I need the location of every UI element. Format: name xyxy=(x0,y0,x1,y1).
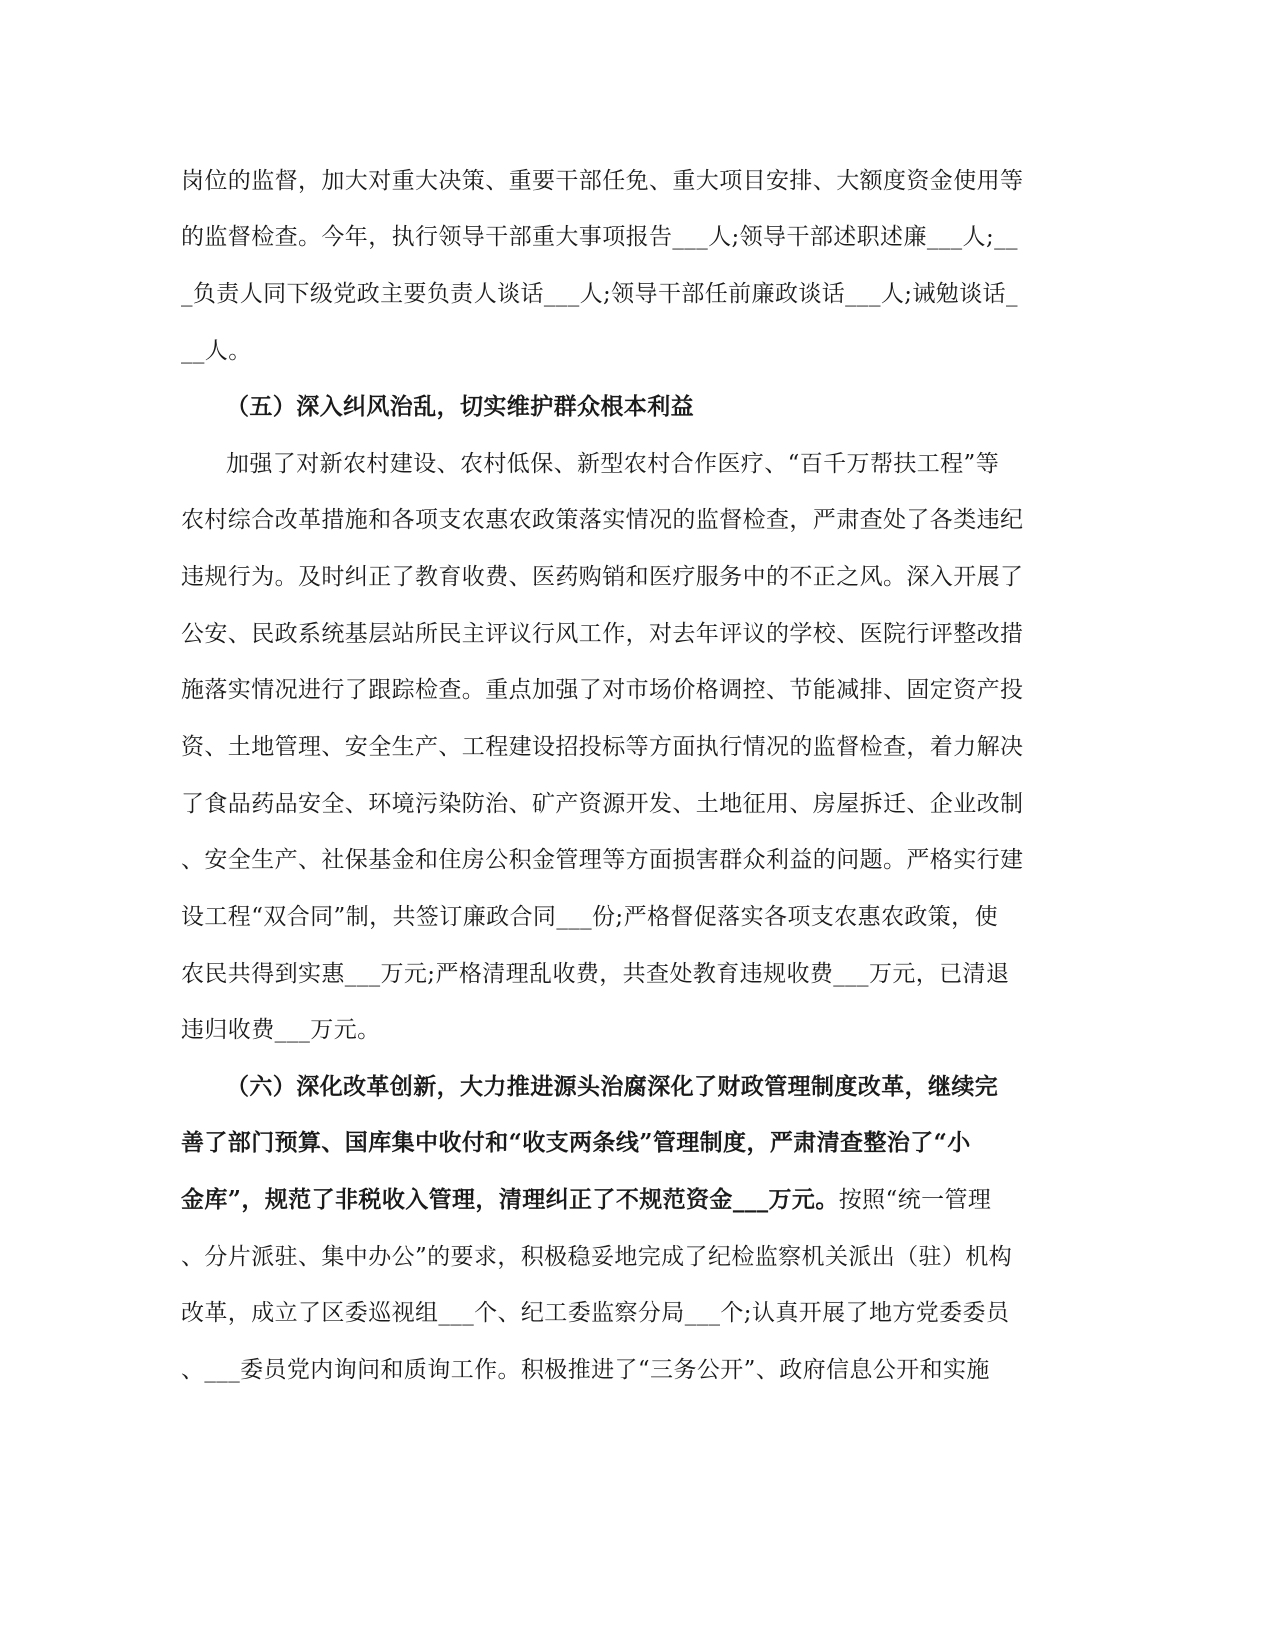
paragraph-line: 的监督检查。今年，执行领导干部重大事项报告___人;领导干部述职述廉___人;__ xyxy=(181,224,1018,250)
paragraph-line: 了食品药品安全、环境污染防治、矿产资源开发、土地征用、房屋拆迁、企业改制 xyxy=(181,791,1024,817)
paragraph-line: 违规行为。及时纠正了教育收费、医药购销和医疗服务中的不正之风。深入开展了 xyxy=(181,564,1024,590)
paragraph-line: _负责人同下级党政主要负责人谈话___人;领导干部任前廉政谈话___人;诫勉谈话_ xyxy=(181,281,1018,307)
paragraph-line: 、安全生产、社保基金和住房公积金管理等方面损害群众利益的问题。严格实行建 xyxy=(181,847,1024,873)
section-heading-six: （六）深化改革创新，大力推进源头治腐深化了财政管理制度改革，继续完 xyxy=(226,1073,999,1100)
normal-span: 按照“统一管理 xyxy=(838,1187,992,1213)
section-heading-five: （五）深入纠风治乱，切实维护群众根本利益 xyxy=(226,393,694,420)
paragraph-line: 改革，成立了区委巡视组___个、纪工委监察分局___个;认真开展了地方党委委员 xyxy=(181,1300,1010,1326)
bold-span: 金库”，规范了非税收入管理，清理纠正了不规范资金___万元。 xyxy=(181,1186,839,1213)
paragraph-line: __人。 xyxy=(181,338,252,364)
paragraph-line: 农民共得到实惠___万元;严格清理乱收费，共查处教育违规收费___万元，已清退 xyxy=(181,961,1010,987)
paragraph-line: 资、土地管理、安全生产、工程建设招投标等方面执行情况的监督检查，着力解决 xyxy=(181,734,1024,760)
paragraph-line: 农村综合改革措施和各项支农惠农政策落实情况的监督检查，严肃查处了各类违纪 xyxy=(181,507,1024,533)
paragraph-line: 设工程“双合同”制，共签订廉政合同___份;严格督促落实各项支农惠农政策，使 xyxy=(181,904,998,930)
paragraph-line: 施落实情况进行了跟踪检查。重点加强了对市场价格调控、节能减排、固定资产投 xyxy=(181,677,1024,703)
paragraph-line: 、分片派驻、集中办公”的要求，积极稳妥地完成了纪检监察机关派出（驻）机构 xyxy=(181,1244,1013,1270)
paragraph-line-mixed xyxy=(181,1180,1081,1220)
paragraph-line-bold: 善了部门预算、国库集中收付和“收支两条线”管理制度，严肃清查整治了“小 xyxy=(181,1129,971,1156)
paragraph-line: 违归收费___万元。 xyxy=(181,1017,381,1043)
paragraph-line: 加强了对新农村建设、农村低保、新型农村合作医疗、“百千万帮扶工程”等 xyxy=(226,451,1000,477)
paragraph-line: 、___委员党内询问和质询工作。积极推进了“三务公开”、政府信息公开和实施 xyxy=(181,1357,990,1383)
paragraph-line: 公安、民政系统基层站所民主评议行风工作，对去年评议的学校、医院行评整改措 xyxy=(181,621,1024,647)
paragraph-line: 岗位的监督，加大对重大决策、重要干部任免、重大项目安排、大额度资金使用等 xyxy=(181,168,1024,194)
